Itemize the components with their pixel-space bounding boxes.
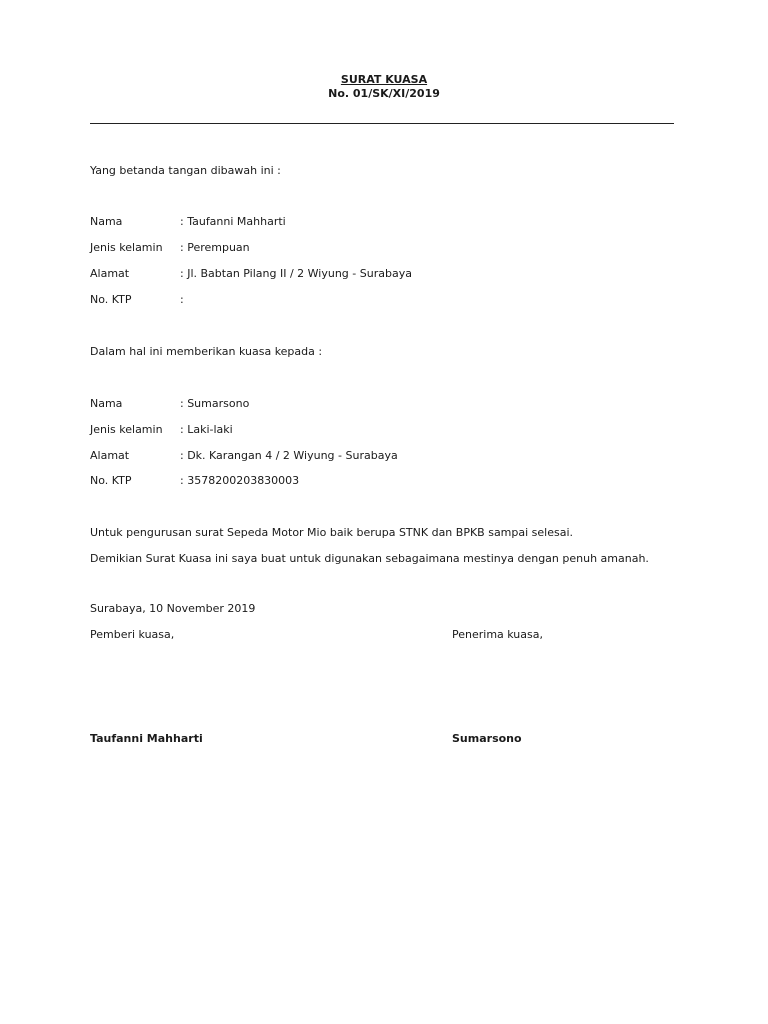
- grantor-address-value: : Jl. Babtan Pilang II / 2 Wiyung - Surabaya: [180, 267, 412, 280]
- grantor-gender-value: : Perempuan: [180, 241, 250, 254]
- header-divider: [90, 123, 674, 124]
- document-title: SURAT KUASA: [340, 73, 428, 86]
- grantee-address-value: : Dk. Karangan 4 / 2 Wiyung - Surabaya: [180, 449, 398, 462]
- grantor-name-label: Nama: [90, 215, 123, 228]
- grantor-gender-label: Jenis kelamin: [90, 241, 163, 254]
- closing-text: Demikian Surat Kuasa ini saya buat untuk digunakan sebagaimana mestinya dengan penuh amanah.: [90, 552, 649, 565]
- grantee-signature-role: Penerima kuasa,: [452, 628, 543, 641]
- grantee-name-label: Nama: [90, 397, 123, 410]
- grantor-signature-role: Pemberi kuasa,: [90, 628, 175, 641]
- transition-text: Dalam hal ini memberikan kuasa kepada :: [90, 345, 323, 358]
- grantee-address-label: Alamat: [90, 449, 130, 462]
- grantee-name-value: : Sumarsono: [180, 397, 250, 410]
- purpose-text: Untuk pengurusan surat Sepeda Motor Mio baik berupa STNK dan BPKB sampai selesai.: [90, 526, 574, 539]
- grantee-signature-name: Sumarsono: [452, 732, 522, 745]
- grantor-name-value: : Taufanni Mahharti: [180, 215, 286, 228]
- grantor-ktp-label: No. KTP: [90, 293, 132, 306]
- grantee-gender-label: Jenis kelamin: [90, 423, 163, 436]
- grantor-signature-name: Taufanni Mahharti: [90, 732, 203, 745]
- grantee-ktp-label: No. KTP: [90, 474, 132, 487]
- grantee-gender-value: : Laki-laki: [180, 423, 233, 436]
- grantee-ktp-value: : 3578200203830003: [180, 474, 300, 487]
- grantor-address-label: Alamat: [90, 267, 130, 280]
- place-date: Surabaya, 10 November 2019: [90, 602, 256, 615]
- grantor-ktp-value: :: [180, 293, 184, 306]
- intro-text: Yang betanda tangan dibawah ini :: [90, 164, 281, 177]
- document-number: No. 01/SK/XI/2019: [328, 87, 440, 100]
